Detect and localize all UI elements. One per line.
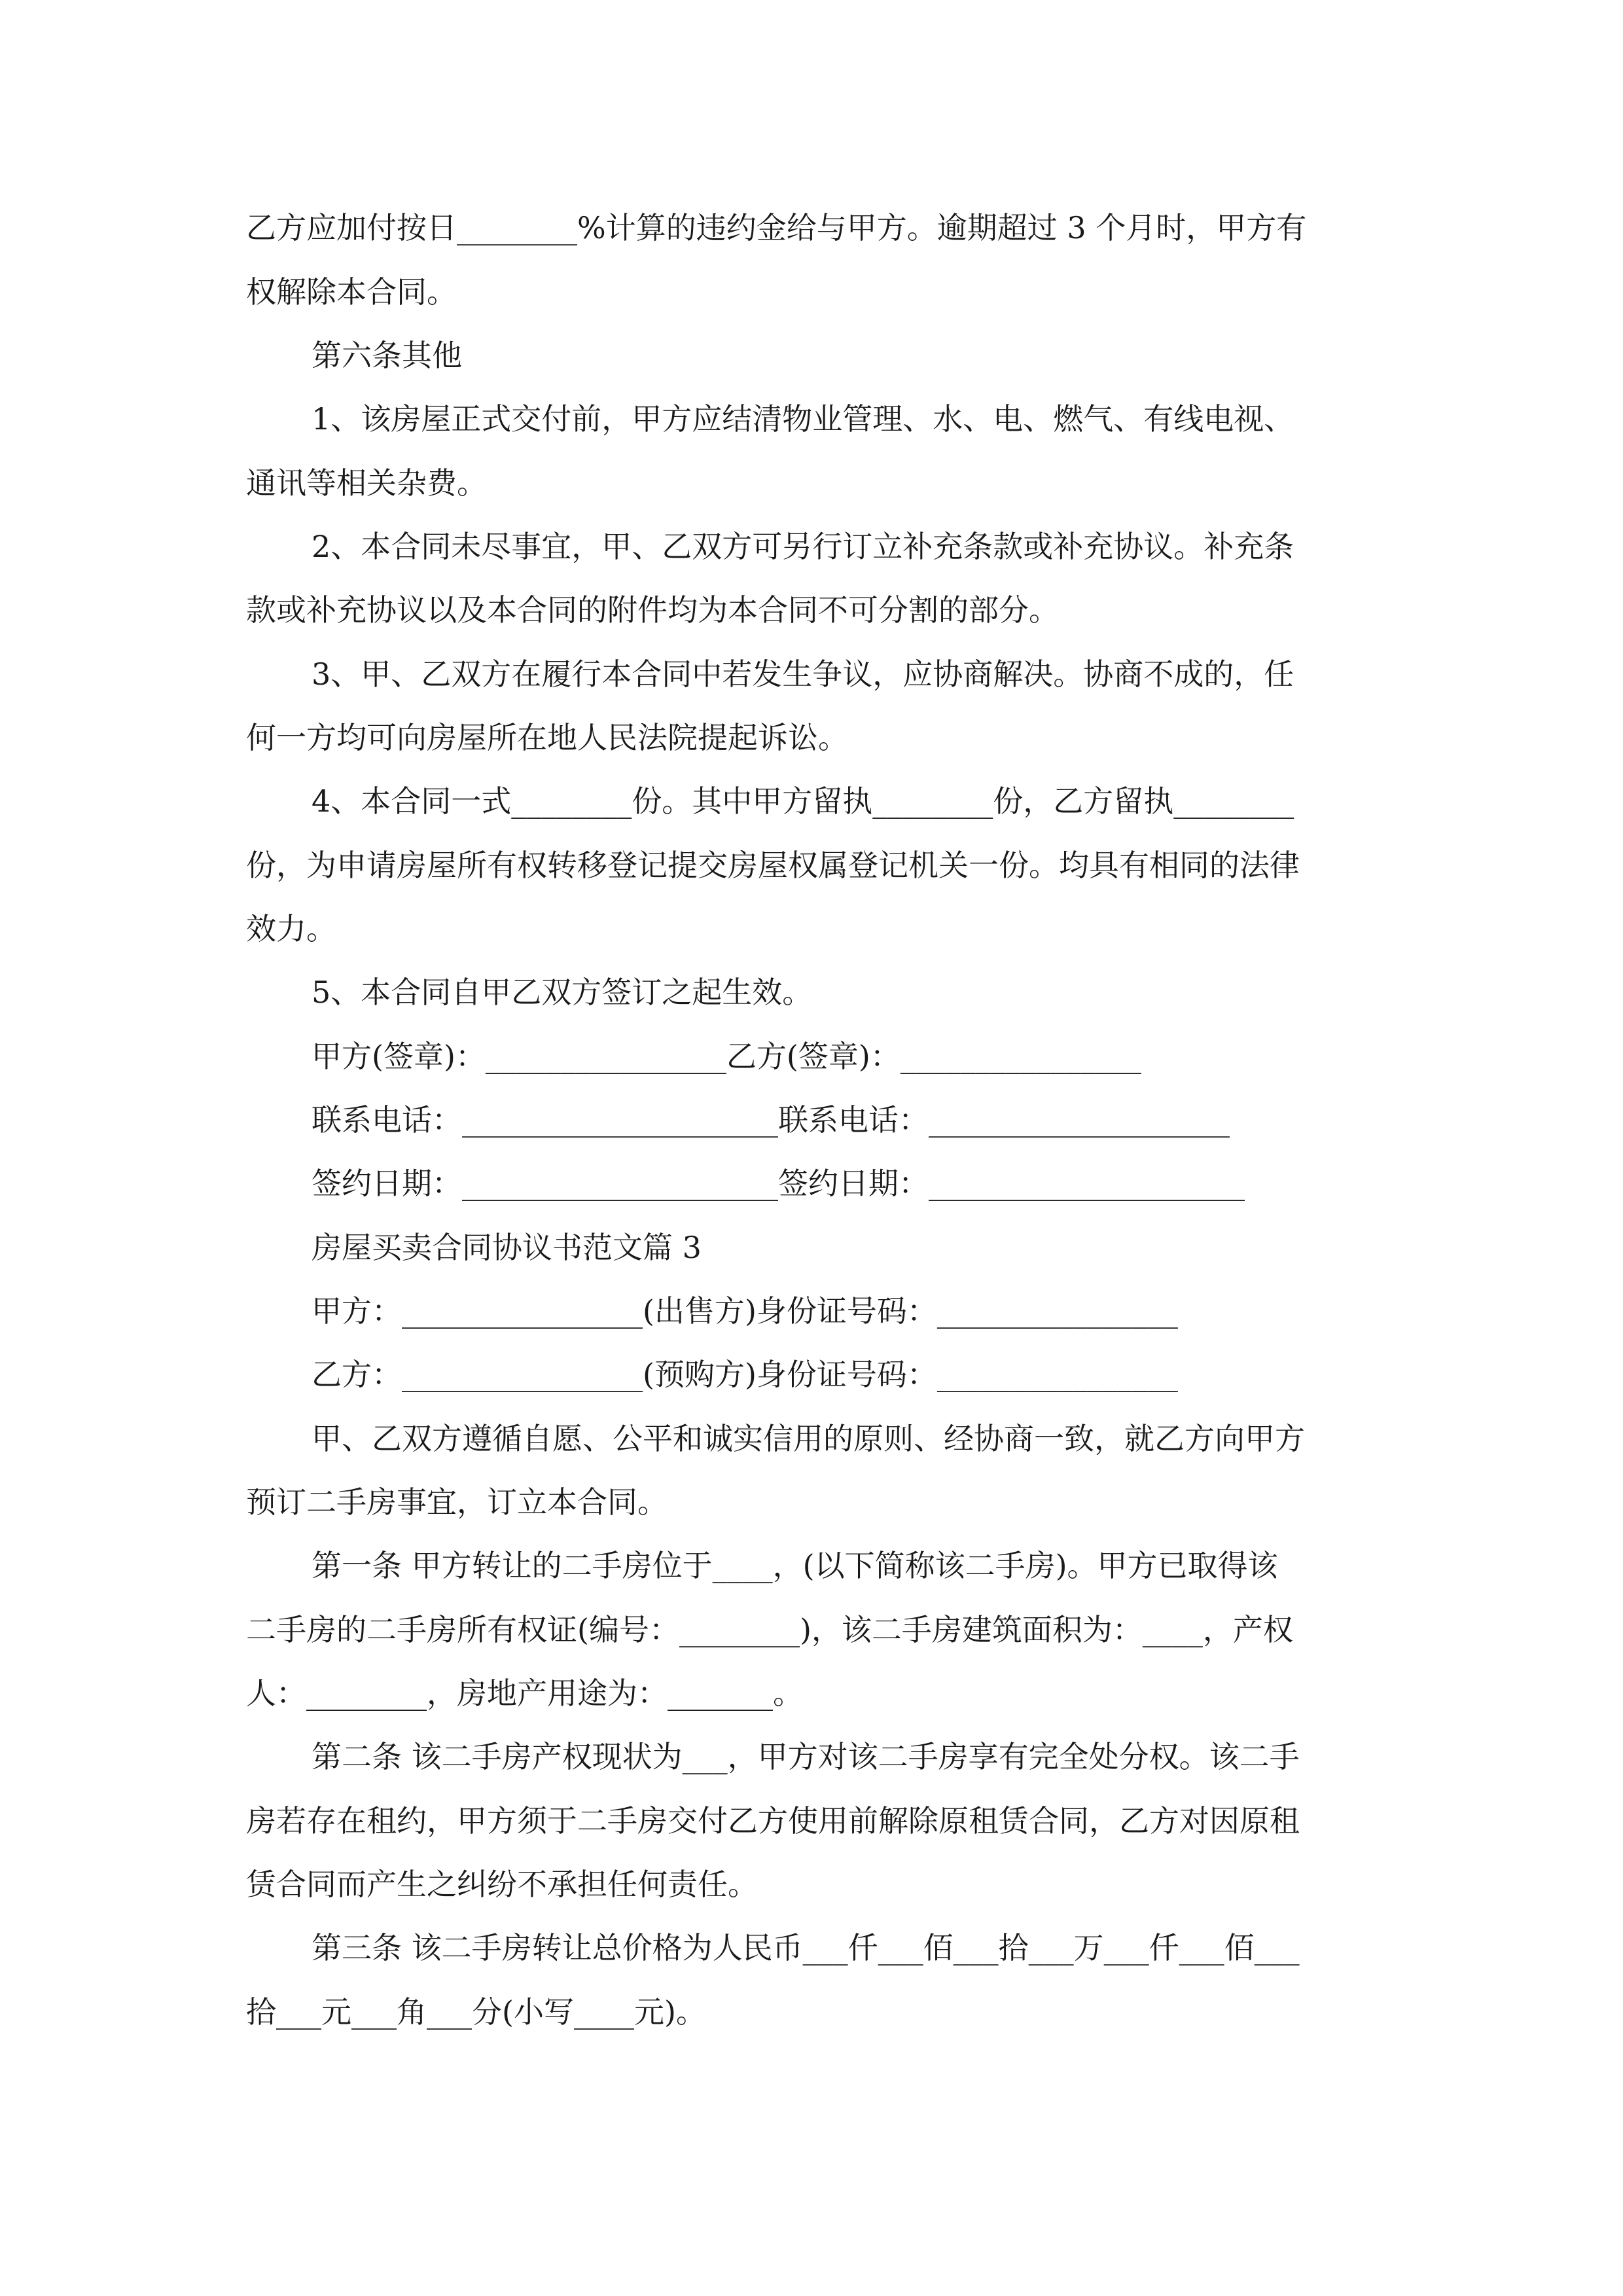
text-line: 拾___元___角___分(小写____元)。 xyxy=(246,1994,706,2030)
party-b-line: 乙方：________________(预购方)身份证号码：________________ xyxy=(312,1357,1178,1392)
signature-line-party-a-b: 甲方(签章)：________________乙方(签章)：________________ xyxy=(312,1039,1141,1074)
text-line: 第二条 该二手房产权现状为___，甲方对该二手房享有完全处分权。该二手 xyxy=(312,1739,1300,1774)
text-line: 人：________，房地产用途为：_______。 xyxy=(246,1676,803,1711)
phone-line: 联系电话：_____________________联系电话：____________________ xyxy=(312,1102,1230,1138)
text-line: 4、本合同一式________份。其中甲方留执________份，乙方留执________ xyxy=(312,783,1294,819)
text-line: 5、本合同自甲乙双方签订之起生效。 xyxy=(312,975,813,1010)
text-line: 甲、乙双方遵循自愿、公平和诚实信用的原则、经协商一致，就乙方向甲方 xyxy=(312,1421,1305,1456)
text-line: 份，为申请房屋所有权转移登记提交房屋权属登记机关一份。均具有相同的法律 xyxy=(246,848,1300,883)
text-line: 通讯等相关杂费。 xyxy=(246,465,487,501)
text-line: 何一方均可向房屋所在地人民法院提起诉讼。 xyxy=(246,720,848,755)
date-line: 签约日期：_____________________签约日期：_____________________ xyxy=(312,1166,1245,1201)
text-line: 权解除本合同。 xyxy=(246,274,457,310)
text-line: 乙方应加付按日________%计算的违约金给与甲方。逾期超过 3 个月时，甲方有 xyxy=(246,210,1307,245)
text-line: 1、该房屋正式交付前，甲方应结清物业管理、水、电、燃气、有线电视、 xyxy=(312,401,1294,437)
text-line: 3、甲、乙双方在履行本合同中若发生争议，应协商解决。协商不成的，任 xyxy=(312,656,1294,692)
text-line: 预订二手房事宜，订立本合同。 xyxy=(246,1484,668,1520)
text-line: 款或补充协议以及本合同的附件均为本合同不可分割的部分。 xyxy=(246,592,1059,628)
text-line: 赁合同而产生之纠纷不承担任何责任。 xyxy=(246,1867,758,1902)
party-a-line: 甲方：________________(出售方)身份证号码：________________ xyxy=(312,1293,1178,1329)
text-line: 房若存在租约，甲方须于二手房交付乙方使用前解除原租赁合同，乙方对因原租 xyxy=(246,1803,1300,1839)
text-line: 效力。 xyxy=(246,911,336,946)
text-line: 第三条 该二手房转让总价格为人民币___仟___佰___拾___万___仟___佰___ xyxy=(312,1930,1300,1965)
text-line: 第一条 甲方转让的二手房位于____，(以下简称该二手房)。甲方已取得该 xyxy=(312,1548,1278,1583)
text-line: 2、本合同未尽事宜，甲、乙双方可另行订立补充条款或补充协议。补充条 xyxy=(312,529,1294,564)
section-heading: 第六条其他 xyxy=(312,338,462,373)
section-title: 房屋买卖合同协议书范文篇 3 xyxy=(312,1230,702,1265)
text-line: 二手房的二手房所有权证(编号：________)，该二手房建筑面积为：____，产权 xyxy=(246,1612,1293,1647)
